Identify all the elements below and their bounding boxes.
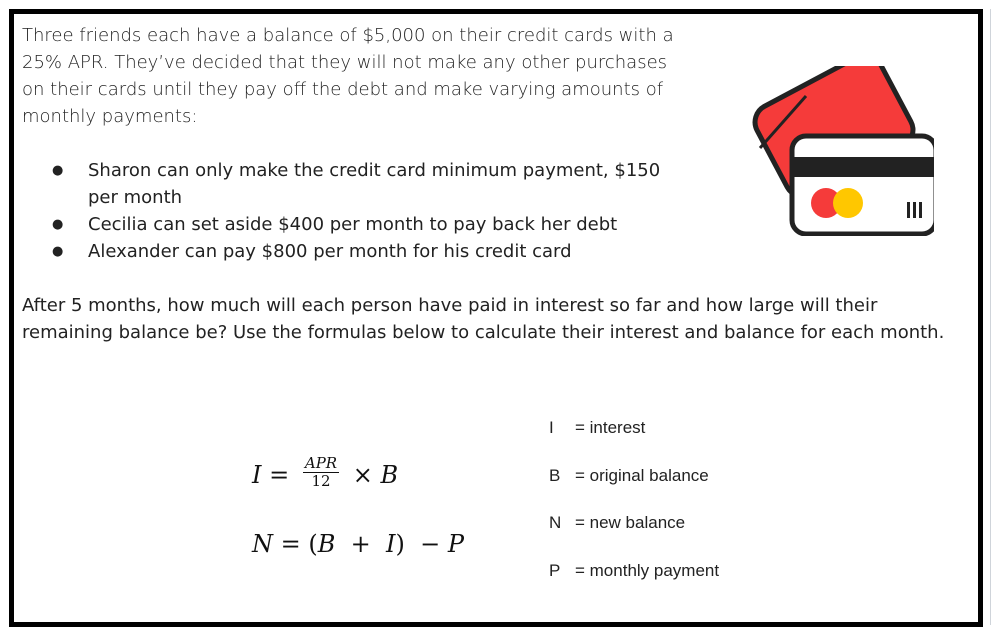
yellow-circle [833,188,863,218]
definition-item [549,513,869,561]
definition-item [549,466,869,514]
formula-var: N [252,530,273,558]
formula-op: = [280,530,301,558]
new-balance-formula [252,530,464,558]
formula-var: B [380,461,399,489]
formula-op: − [420,530,441,558]
formula-var: I [386,530,396,558]
question-text: After 5 months, how much will each person have paid in interest so far and how large will their remaining balance be? Use the formulas below to calculate their interest and balance for each month. [22,295,945,343]
formula-op: ) [395,530,405,558]
definition-symbol: B [549,465,561,485]
variable-definitions [549,418,869,608]
formula-var: I [252,461,262,489]
definition-text: = interest [575,418,646,437]
definition-text: = new balance [575,513,686,532]
formula-op: ( [308,530,318,558]
payment-list [50,157,690,265]
definition-item [549,418,869,466]
list-item: ● Alexander can pay $800 per month for his credit card [50,238,690,265]
formula-var: B [317,530,336,558]
formula-var: P [447,530,465,558]
definition-symbol: P [549,560,561,580]
fraction-denominator: 12 [311,472,331,490]
intro-text: Three friends each have a balance of $5,000 on their credit cards with a 25% APR. They’ve decided that they will not make any other purchases on their cards until they pay off the debt and make varying amounts of monthly payments: [22,25,674,127]
apr-fraction [303,455,339,490]
interest-formula [252,454,399,494]
credit-card-icon [734,66,934,236]
formula-op: + [350,530,371,558]
list-item: ● Sharon can only make the credit card minimum payment, $150 per month [50,157,690,211]
problem-panel [9,9,983,627]
formula-op: × [352,461,373,489]
formula-op: = [269,461,290,489]
page-edge [990,9,991,625]
list-item: ● Cecilia can set aside $400 per month to pay back her debt [50,211,690,238]
definition-symbol: I [549,418,554,437]
definition-symbol: N [549,513,562,532]
definition-item [549,561,869,609]
definition-text: = original balance [575,465,709,485]
definition-text: = monthly payment [575,560,720,580]
front-card [792,136,934,234]
fraction-numerator: APR [304,454,338,472]
